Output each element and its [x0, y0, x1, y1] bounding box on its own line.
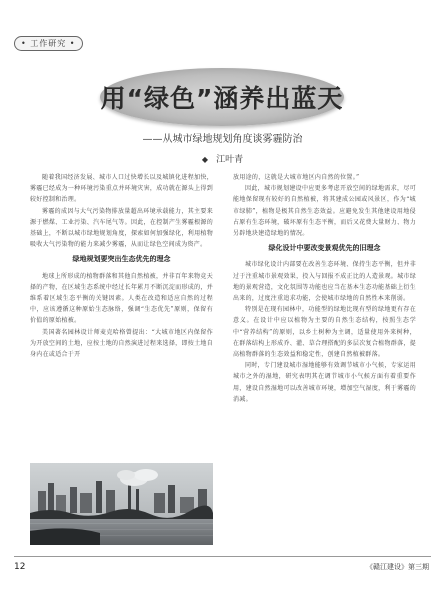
article-subtitle: ——从城市绿地规划角度谈雾霾防治 [142, 134, 303, 145]
section-heading: 绿地规划要突出生态优先的理念 [72, 255, 171, 264]
journal-name: 《赣江建设》第三期 [366, 563, 429, 571]
page-number: 12 [14, 562, 26, 572]
title-banner [100, 68, 344, 126]
left-column [30, 172, 213, 360]
paragraph: 地球上所形成的植物群落和其他自然植被，并非百年来物竞天择的产物，在区域生态系统中经过长年累月不断沉淀而形成的，并维系着区域生态平衡的关键因素。人类在改造和适应自然的过程中，应该遵循这种原始生态脉络，强调“生态优先”原则，保留有价值的原始植被。 [30, 272, 213, 325]
column-tag: • 工作研究 • [14, 36, 83, 51]
paragraph: 城市绿化设计内部要在改善生态环境、保持生态平衡，但并非过于注重城市景观效果，投入与回报不成正比的人造景观。城市绿地的景观营造，文化氛围等功能也应当在基本生态功能基础上衍生出来的，过度注重追求功能，会使城市绿地的自然性本来削弱。 [233, 261, 416, 303]
diamond-icon: ◆ [201, 155, 209, 164]
right-column [233, 172, 416, 405]
paragraph: 美国著名园林设计师麦克哈格曾提出：“大城市地区内保留作为开放空间的土地，应按土地的自然演进过程来选择，即按土地自身内在或适合于开 [30, 328, 213, 359]
paragraph: 随着我国经济发展、城市人口过快增长以及城镇化进程加快，雾霾已经成为一种环境污染重点并环境灾害，成功就在源头上得到较好控制和治理。 [30, 174, 213, 204]
paragraph: 放用途的，这就是大城市地区内自然的位置。” [233, 174, 360, 181]
author-name: 江叶青 [216, 155, 244, 165]
paragraph: 因此，城市规划建设中应更多考虑开放空间的绿地需求，尽可能地保留现有较好的自然植被，将其建成公园或风景区，作为“城市绿肺”，植物是极其自然生态效益。应避免发生其他建设用地侵占原有生态环境，破坏原有生态平衡，而后又花费大量财力、物力另辟地块建造绿地的情况。 [233, 185, 416, 238]
footer-divider [14, 556, 431, 557]
paragraph: 特别是在现有园林中，功能型的绿地比现有型的绿地更有存在意义。在设计中应以植物为主要的自然生态结构，按照生态学中“营养结构”的原则，以乡土树种为主调，适量使用外来树种，在群落结构上形成乔、灌、草合理搭配的多层次复合植物群落，提高植物群落的生态效益和稳定性，创建自然植被群落。 [233, 306, 416, 359]
city-skyline-photo [30, 463, 213, 545]
author-line [0, 152, 445, 165]
paragraph: 同时，专门建设城市湿地能够有效调节城市小气候，专家运用城市之外的湿地，研究表明其在调节城市小气候方面有着重要作用，建设自然湿地可以改善城市环境，增加空气湿度，利于雾霾的消减。 [233, 362, 416, 403]
paragraph: 雾霾的成因与大气污染物排放量超出环境承载能力，其主要来源于燃煤、工业污染、汽车尾气等。因此，在控制产生雾霾根源的基础上，不断以城市绿地规划角度，探索如何加强绿化，利用植物吸收大气污染物的能力来减少雾霾，从而让绿色空间成为资产。 [30, 207, 213, 249]
article-title: 用“绿色”涵养出蓝天 [100, 84, 344, 113]
section-heading: 绿化设计中要改变景观优先的旧理念 [268, 244, 381, 253]
